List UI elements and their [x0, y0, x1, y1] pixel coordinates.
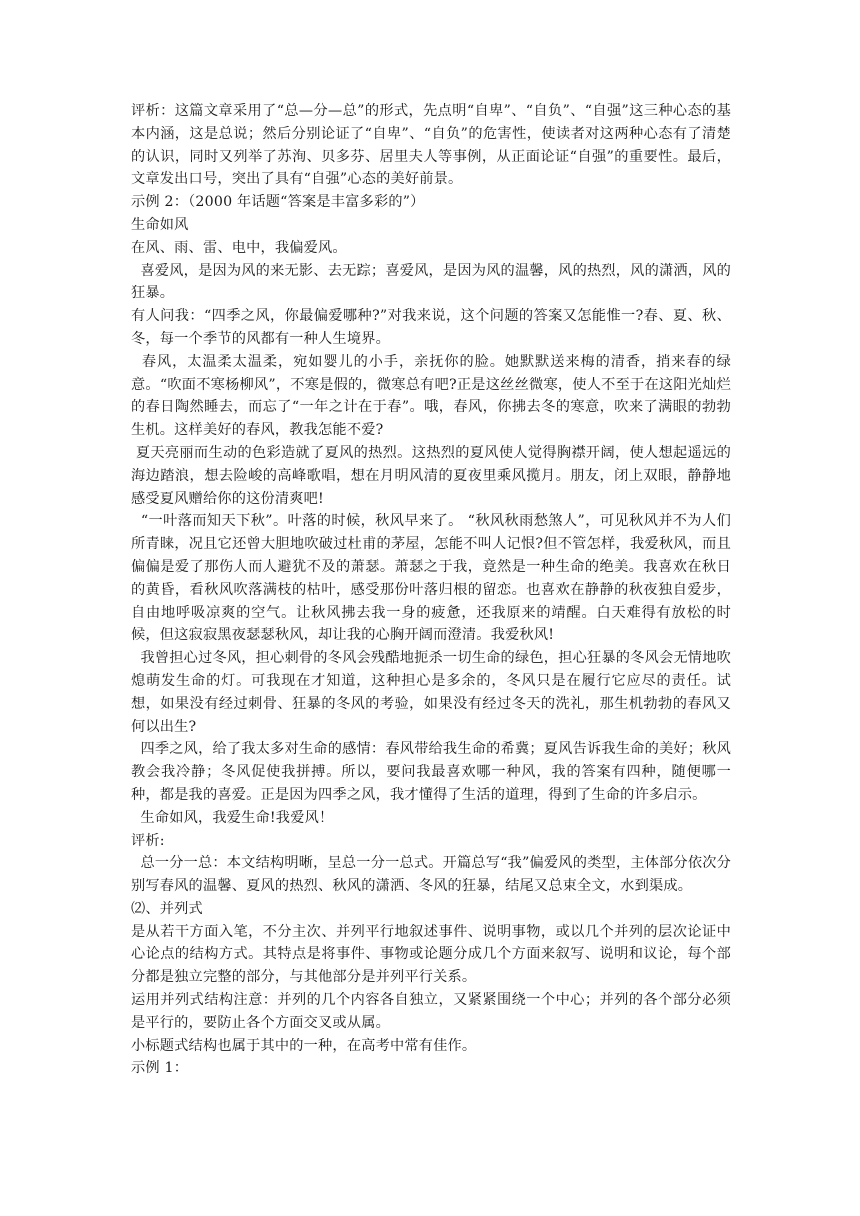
essay-paragraph-3: 有人问我：“四季之风，你最偏爱哪种?”对我来说，这个问题的答案又怎能惟一?春、夏、秋、冬，每一个季节的风都有一种人生境界。 — [131, 308, 731, 347]
essay-paragraph-autumn: “一叶落而知天下秋”。叶落的时候，秋风早来了。 “秋风秋雨愁煞人”，可见秋风并不为人们所青睐，况且它还曾大胆地吹破过杜甫的茅屋，怎能不叫人记恨?但不管怎样，我爱秋风，而且偏偏是爱了那伤人而人避犹不及的萧瑟。萧瑟之于我，竟然是一种生命的绝美。我喜欢在秋日的黄昏，看秋风吹落满枝的枯叶，感受那份叶落归根的留恋。也喜欢在静静的秋夜独自爱步，自由地呼吸凉爽的空气。让秋风拂去我一身的疲惫，还我原来的靖醒。白天难得有放松的时候，但这寂寂黑夜瑟瑟秋风，却让我的心胸开阔而澄清。我爱秋风! — [131, 513, 731, 644]
example-2-heading: 示例 2：（2000 年话题“答案是丰富多彩的”） — [131, 194, 425, 211]
essay-paragraph-winter: 我曾担心过冬风，担心刺骨的冬风会残酷地扼杀一切生命的绿色，担心狂暴的冬风会无情地吹熄萌发生命的灯。可我现在才知道，这种担心是多余的，冬风只是在履行它应尽的责任。试想，如果没有经过刺骨、狂暴的冬风的考验，如果没有经过冬天的洗礼，那生机勃勃的春风又何以出生? — [131, 650, 731, 735]
section-heading-parallel: ⑵、并列式 — [131, 900, 203, 917]
document-page — [131, 100, 731, 1080]
analysis-paragraph-1: 评析：这篇文章采用了“总—分—总”的形式，先点明“自卑”、“自负”、“自强”这三种心态的基本内涵，这是总说；然后分别论证了“自卑”、“自负”的危害性，使读者对这两种心态有了清楚的认识，同时又列举了苏洵、贝多芬、居里夫人等事例，从正面论证“自强”的重要性。最后，文章发出口号，突出了具有“自强”心态的美好前景。 — [131, 103, 731, 188]
essay-paragraph-seasons: 四季之风，给了我太多对生命的感情：春风带给我生命的希冀；夏风告诉我生命的美好；秋风教会我冷静；冬风促使我拼搏。所以，要问我最喜欢哪一种风，我的答案有四种，随便哪一种，都是我的喜爱。正是因为四季之风，我才懂得了生活的道理，得到了生命的许多启示。 — [131, 741, 731, 803]
essay-conclusion: 生命如风，我爱生命!我爱风！ — [131, 809, 334, 826]
parallel-note: 运用并列式结构注意：并列的几个内容各自独立，又紧紧围绕一个中心；并列的各个部分必须是平行的，要防止各个方面交叉或从属。 — [131, 992, 731, 1031]
example-1-heading: 示例 1： — [131, 1060, 189, 1077]
essay-paragraph-2: 喜爱风，是因为风的来无影、去无踪；喜爱风，是因为风的温馨，风的热烈，风的潇洒，风的狂暴。 — [131, 262, 731, 302]
parallel-definition: 是从若干方面入笔，不分主次、并列平行地叙述事件、说明事物，或以几个并列的层次论证中心论点的结构方式。其特点是将事件、事物或论题分成几个方面来叙写、说明和议论，每个部分都是独立完整的部分，与其他部分是并列平行关系。 — [131, 923, 731, 986]
essay-paragraph-spring: 春风，太温柔太温柔，宛如婴儿的小手，亲抚你的脸。她默默送来梅的清香，捎来春的绿意。“吹面不寒杨柳风”，不寒是假的，微寒总有吧?正是这丝丝微寒，使人不至于在这阳光灿烂的春日陶然睡去，而忘了“一年之计在于春”。哦，春风，你拂去冬的寒意，吹来了满眼的勃勃生机。这样美好的春风，教我怎能不爱? — [131, 353, 732, 439]
analysis-label: 评析: — [131, 832, 165, 849]
essay-paragraph-summer: 夏天亮丽而生动的色彩造就了夏风的热烈。这热烈的夏风使人觉得胸襟开阔，使人想起遥远的海边踏浪，想去险峻的高峰歌唱，想在月明风清的夏夜里乘风揽月。朋友，闭上双眼，静静地感受夏风赠给你的这份清爽吧! — [131, 444, 731, 507]
essay-paragraph-1: 在风、雨、雷、电中，我偏爱风。 — [131, 239, 347, 256]
essay-title: 生命如风 — [131, 216, 189, 233]
analysis-paragraph-2: 总一分一总：本文结构明晰，呈总一分一总式。开篇总写“我”偏爱风的类型，主体部分依次分别写春风的温馨、夏风的热烈、秋风的潇洒、冬风的狂暴，结尾又总束全文，水到渠成。 — [131, 855, 731, 895]
subtitle-note: 小标题式结构也属于其中的一种，在高考中常有佳作。 — [131, 1037, 477, 1054]
